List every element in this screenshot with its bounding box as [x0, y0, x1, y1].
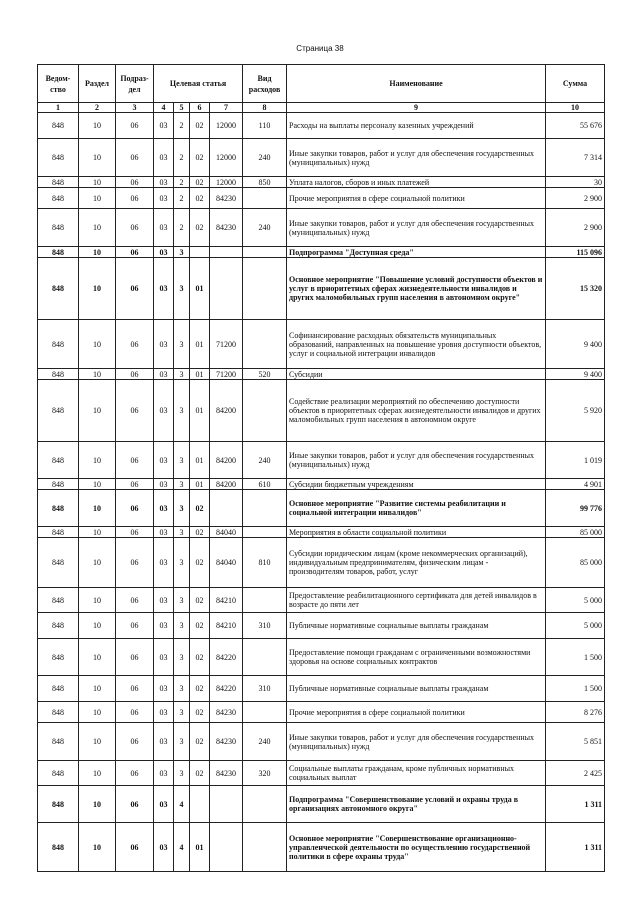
column-number: 3 — [116, 103, 154, 113]
cell-target-program: 03 — [154, 723, 174, 761]
cell-target-subprogram: 3 — [174, 538, 190, 588]
table-row — [38, 676, 605, 702]
cell-podrazdel: 06 — [116, 380, 154, 442]
cell-target-event: 02 — [190, 588, 210, 613]
table-row — [38, 490, 605, 527]
cell-ved: 848 — [38, 723, 79, 761]
cell-podrazdel: 06 — [116, 177, 154, 188]
column-number: 10 — [546, 103, 605, 113]
cell-name: Иные закупки товаров, работ и услуг для обеспечения государственных (муниципальных) нужд — [287, 209, 546, 247]
cell-ved: 848 — [38, 113, 79, 139]
cell-sum: 2 900 — [546, 188, 605, 209]
cell-target-program: 03 — [154, 639, 174, 676]
cell-razdel: 10 — [79, 823, 116, 872]
cell-razdel: 10 — [79, 442, 116, 479]
table-row — [38, 527, 605, 538]
cell-target-subprogram: 3 — [174, 702, 190, 723]
cell-target-subprogram: 3 — [174, 479, 190, 490]
cell-target-direction — [210, 786, 243, 823]
cell-sum: 4 901 — [546, 479, 605, 490]
cell-razdel: 10 — [79, 639, 116, 676]
cell-target-program: 03 — [154, 380, 174, 442]
cell-vid — [243, 258, 287, 320]
cell-razdel: 10 — [79, 320, 116, 369]
cell-sum: 2 900 — [546, 209, 605, 247]
cell-target-subprogram: 3 — [174, 527, 190, 538]
cell-target-program: 03 — [154, 823, 174, 872]
cell-vid — [243, 527, 287, 538]
cell-target-program: 03 — [154, 139, 174, 177]
header-name: Наименование — [287, 65, 546, 103]
cell-ved: 848 — [38, 613, 79, 639]
cell-target-subprogram: 3 — [174, 320, 190, 369]
cell-ved: 848 — [38, 786, 79, 823]
cell-target-direction: 84230 — [210, 761, 243, 786]
cell-target-program: 03 — [154, 490, 174, 527]
cell-podrazdel: 06 — [116, 823, 154, 872]
cell-razdel: 10 — [79, 702, 116, 723]
cell-podrazdel: 06 — [116, 538, 154, 588]
cell-target-subprogram: 3 — [174, 676, 190, 702]
cell-ved: 848 — [38, 188, 79, 209]
cell-target-subprogram: 3 — [174, 639, 190, 676]
cell-vid: 320 — [243, 761, 287, 786]
cell-ved: 848 — [38, 676, 79, 702]
cell-sum: 85 000 — [546, 538, 605, 588]
table-row — [38, 823, 605, 872]
cell-target-direction: 84200 — [210, 479, 243, 490]
cell-sum: 1 500 — [546, 639, 605, 676]
cell-podrazdel: 06 — [116, 786, 154, 823]
cell-target-direction: 12000 — [210, 113, 243, 139]
cell-vid: 110 — [243, 113, 287, 139]
cell-ved: 848 — [38, 702, 79, 723]
cell-target-direction: 71200 — [210, 320, 243, 369]
cell-target-event: 01 — [190, 369, 210, 380]
table-row — [38, 139, 605, 177]
column-number: 2 — [79, 103, 116, 113]
table-row — [38, 380, 605, 442]
cell-razdel: 10 — [79, 380, 116, 442]
cell-target-direction — [210, 823, 243, 872]
cell-target-event: 01 — [190, 442, 210, 479]
cell-name: Уплата налогов, сборов и иных платежей — [287, 177, 546, 188]
cell-target-event: 02 — [190, 139, 210, 177]
cell-podrazdel: 06 — [116, 247, 154, 258]
cell-vid — [243, 490, 287, 527]
cell-target-program: 03 — [154, 320, 174, 369]
cell-razdel: 10 — [79, 177, 116, 188]
cell-target-direction: 84220 — [210, 639, 243, 676]
cell-name: Основное мероприятие "Развитие системы реабилитации и социальной интеграции инвалидов" — [287, 490, 546, 527]
cell-target-subprogram: 3 — [174, 588, 190, 613]
cell-podrazdel: 06 — [116, 113, 154, 139]
cell-podrazdel: 06 — [116, 588, 154, 613]
cell-vid — [243, 588, 287, 613]
cell-target-direction — [210, 247, 243, 258]
cell-sum: 115 096 — [546, 247, 605, 258]
page-number-label: Страница 38 — [296, 44, 344, 53]
cell-target-subprogram: 3 — [174, 613, 190, 639]
cell-name: Субсидии юридическим лицам (кроме некоммерческих организаций), индивидуальным предпринимателям, физическим лицам - производителям товаров, работ, услуг — [287, 538, 546, 588]
cell-vid: 610 — [243, 479, 287, 490]
cell-sum: 5 920 — [546, 380, 605, 442]
cell-name: Публичные нормативные социальные выплаты гражданам — [287, 676, 546, 702]
cell-target-program: 03 — [154, 247, 174, 258]
budget-rows — [38, 113, 605, 872]
cell-name: Содействие реализации мероприятий по обеспечению доступности объектов в приоритетных сферах жизнедеятельности инвалидов и других маломобильных групп населения в автономном округе — [287, 380, 546, 442]
cell-podrazdel: 06 — [116, 442, 154, 479]
cell-target-direction: 84210 — [210, 588, 243, 613]
table-row — [38, 188, 605, 209]
table-row — [38, 209, 605, 247]
cell-target-direction — [210, 258, 243, 320]
cell-razdel: 10 — [79, 209, 116, 247]
cell-target-subprogram: 3 — [174, 369, 190, 380]
cell-target-subprogram: 4 — [174, 786, 190, 823]
cell-target-event: 01 — [190, 479, 210, 490]
cell-target-subprogram: 3 — [174, 442, 190, 479]
cell-target-subprogram: 2 — [174, 177, 190, 188]
cell-name: Подпрограмма "Совершенствование условий и охраны труда в организациях автономного округа" — [287, 786, 546, 823]
cell-podrazdel: 06 — [116, 188, 154, 209]
cell-podrazdel: 06 — [116, 258, 154, 320]
cell-target-program: 03 — [154, 527, 174, 538]
cell-target-event: 02 — [190, 209, 210, 247]
header-razdel: Раздел — [79, 65, 116, 103]
cell-razdel: 10 — [79, 676, 116, 702]
cell-name: Мероприятия в области социальной политики — [287, 527, 546, 538]
cell-razdel: 10 — [79, 258, 116, 320]
cell-target-event: 02 — [190, 723, 210, 761]
cell-target-program: 03 — [154, 258, 174, 320]
cell-target-event: 01 — [190, 320, 210, 369]
cell-vid — [243, 786, 287, 823]
cell-razdel: 10 — [79, 538, 116, 588]
cell-podrazdel: 06 — [116, 490, 154, 527]
cell-sum: 1 019 — [546, 442, 605, 479]
cell-sum: 1 311 — [546, 823, 605, 872]
cell-razdel: 10 — [79, 613, 116, 639]
cell-razdel: 10 — [79, 723, 116, 761]
cell-target-subprogram: 3 — [174, 761, 190, 786]
cell-ved: 848 — [38, 479, 79, 490]
cell-target-direction: 84220 — [210, 676, 243, 702]
cell-target-program: 03 — [154, 588, 174, 613]
cell-target-direction: 84040 — [210, 527, 243, 538]
cell-target-event: 02 — [190, 761, 210, 786]
cell-target-direction: 84040 — [210, 538, 243, 588]
column-number: 1 — [38, 103, 79, 113]
cell-podrazdel: 06 — [116, 761, 154, 786]
cell-target-event: 02 — [190, 490, 210, 527]
cell-target-program: 03 — [154, 113, 174, 139]
cell-sum: 2 425 — [546, 761, 605, 786]
cell-podrazdel: 06 — [116, 209, 154, 247]
cell-vid: 240 — [243, 139, 287, 177]
cell-target-event: 02 — [190, 188, 210, 209]
cell-target-subprogram: 4 — [174, 823, 190, 872]
cell-target-subprogram: 2 — [174, 139, 190, 177]
cell-razdel: 10 — [79, 490, 116, 527]
cell-target-program: 03 — [154, 702, 174, 723]
cell-target-program: 03 — [154, 538, 174, 588]
cell-podrazdel: 06 — [116, 139, 154, 177]
cell-target-event: 02 — [190, 702, 210, 723]
cell-target-direction: 84200 — [210, 380, 243, 442]
cell-vid: 240 — [243, 442, 287, 479]
cell-sum: 7 314 — [546, 139, 605, 177]
cell-target-event: 02 — [190, 538, 210, 588]
cell-target-direction — [210, 490, 243, 527]
cell-target-program: 03 — [154, 209, 174, 247]
cell-sum: 5 000 — [546, 588, 605, 613]
cell-target-direction: 84230 — [210, 723, 243, 761]
cell-ved: 848 — [38, 527, 79, 538]
cell-vid: 310 — [243, 613, 287, 639]
cell-sum: 9 400 — [546, 320, 605, 369]
cell-ved: 848 — [38, 209, 79, 247]
cell-target-event: 01 — [190, 380, 210, 442]
cell-name: Иные закупки товаров, работ и услуг для обеспечения государственных (муниципальных) нужд — [287, 139, 546, 177]
column-number: 4 — [154, 103, 174, 113]
header-row — [38, 65, 605, 103]
table-row — [38, 761, 605, 786]
cell-name: Субсидии — [287, 369, 546, 380]
cell-vid — [243, 702, 287, 723]
cell-vid: 240 — [243, 209, 287, 247]
cell-target-direction: 84230 — [210, 209, 243, 247]
cell-vid: 810 — [243, 538, 287, 588]
cell-target-program: 03 — [154, 188, 174, 209]
cell-target-program: 03 — [154, 442, 174, 479]
cell-podrazdel: 06 — [116, 479, 154, 490]
header-podrazdel: Подраз-дел — [116, 65, 154, 103]
cell-ved: 848 — [38, 258, 79, 320]
cell-target-event: 01 — [190, 823, 210, 872]
table-row — [38, 588, 605, 613]
cell-sum: 5 851 — [546, 723, 605, 761]
cell-name: Социальные выплаты гражданам, кроме публичных нормативных социальных выплат — [287, 761, 546, 786]
cell-sum: 8 276 — [546, 702, 605, 723]
cell-target-subprogram: 3 — [174, 723, 190, 761]
table-row — [38, 786, 605, 823]
cell-sum: 5 000 — [546, 613, 605, 639]
table-row — [38, 639, 605, 676]
cell-name: Субсидии бюджетным учреждениям — [287, 479, 546, 490]
cell-target-subprogram: 3 — [174, 490, 190, 527]
cell-name: Софинансирование расходных обязательств муниципальных образований, направленных на повышение уровня доступности объектов, услуг и социальной интеграции инвалидов — [287, 320, 546, 369]
cell-vid: 850 — [243, 177, 287, 188]
cell-target-program: 03 — [154, 479, 174, 490]
cell-podrazdel: 06 — [116, 527, 154, 538]
cell-sum: 1 311 — [546, 786, 605, 823]
cell-podrazdel: 06 — [116, 320, 154, 369]
cell-podrazdel: 06 — [116, 702, 154, 723]
cell-name: Предоставление помощи гражданам с ограниченными возможностями здоровья на основе социальных контрактов — [287, 639, 546, 676]
cell-ved: 848 — [38, 177, 79, 188]
table-row — [38, 702, 605, 723]
table-row — [38, 613, 605, 639]
cell-razdel: 10 — [79, 113, 116, 139]
cell-podrazdel: 06 — [116, 676, 154, 702]
cell-razdel: 10 — [79, 247, 116, 258]
cell-target-program: 03 — [154, 369, 174, 380]
cell-target-event — [190, 247, 210, 258]
cell-target-event: 02 — [190, 639, 210, 676]
cell-razdel: 10 — [79, 479, 116, 490]
table-row — [38, 442, 605, 479]
cell-target-program: 03 — [154, 761, 174, 786]
table-row — [38, 113, 605, 139]
table-row — [38, 177, 605, 188]
cell-vid: 310 — [243, 676, 287, 702]
table-row — [38, 723, 605, 761]
cell-sum: 15 320 — [546, 258, 605, 320]
cell-vid — [243, 320, 287, 369]
cell-sum: 55 676 — [546, 113, 605, 139]
cell-target-event: 02 — [190, 113, 210, 139]
cell-name: Публичные нормативные социальные выплаты гражданам — [287, 613, 546, 639]
cell-name: Основное мероприятие "Совершенствование организационно-управленческой деятельности по осуществлению государственной политики в сфере охраны труда" — [287, 823, 546, 872]
header-target-article: Целевая статья — [154, 65, 243, 103]
column-number: 6 — [190, 103, 210, 113]
cell-ved: 848 — [38, 639, 79, 676]
cell-target-subprogram: 3 — [174, 247, 190, 258]
cell-target-event — [190, 786, 210, 823]
cell-razdel: 10 — [79, 139, 116, 177]
table-row — [38, 320, 605, 369]
cell-sum: 1 500 — [546, 676, 605, 702]
cell-name: Подпрограмма "Доступная среда" — [287, 247, 546, 258]
cell-sum: 85 000 — [546, 527, 605, 538]
cell-ved: 848 — [38, 588, 79, 613]
cell-target-direction: 84230 — [210, 702, 243, 723]
table-row — [38, 479, 605, 490]
cell-ved: 848 — [38, 761, 79, 786]
cell-target-event: 02 — [190, 613, 210, 639]
cell-target-direction: 84200 — [210, 442, 243, 479]
cell-sum: 9 400 — [546, 369, 605, 380]
cell-target-subprogram: 2 — [174, 188, 190, 209]
cell-sum: 99 776 — [546, 490, 605, 527]
cell-target-program: 03 — [154, 177, 174, 188]
cell-vid: 240 — [243, 723, 287, 761]
cell-ved: 848 — [38, 247, 79, 258]
cell-name: Предоставление реабилитационного сертификата для детей инвалидов в возрасте до пяти лет — [287, 588, 546, 613]
cell-target-direction: 12000 — [210, 139, 243, 177]
cell-vid — [243, 380, 287, 442]
table-row — [38, 247, 605, 258]
cell-ved: 848 — [38, 823, 79, 872]
cell-ved: 848 — [38, 538, 79, 588]
cell-target-direction: 84210 — [210, 613, 243, 639]
table-row — [38, 369, 605, 380]
column-number: 7 — [210, 103, 243, 113]
cell-name: Иные закупки товаров, работ и услуг для обеспечения государственных (муниципальных) нужд — [287, 723, 546, 761]
cell-target-direction: 12000 — [210, 177, 243, 188]
cell-target-event: 02 — [190, 527, 210, 538]
table-row — [38, 538, 605, 588]
cell-razdel: 10 — [79, 188, 116, 209]
cell-target-subprogram: 3 — [174, 258, 190, 320]
cell-target-event: 01 — [190, 258, 210, 320]
cell-target-subprogram: 2 — [174, 209, 190, 247]
cell-name: Прочие мероприятия в сфере социальной политики — [287, 188, 546, 209]
cell-podrazdel: 06 — [116, 723, 154, 761]
cell-target-subprogram: 3 — [174, 380, 190, 442]
cell-name: Прочие мероприятия в сфере социальной политики — [287, 702, 546, 723]
cell-vid — [243, 247, 287, 258]
cell-vid: 520 — [243, 369, 287, 380]
cell-target-event: 02 — [190, 676, 210, 702]
cell-target-program: 03 — [154, 613, 174, 639]
column-number: 9 — [287, 103, 546, 113]
cell-ved: 848 — [38, 490, 79, 527]
header-sum: Сумма — [546, 65, 605, 103]
cell-razdel: 10 — [79, 527, 116, 538]
column-number: 5 — [174, 103, 190, 113]
cell-vid — [243, 639, 287, 676]
cell-vid — [243, 823, 287, 872]
cell-ved: 848 — [38, 139, 79, 177]
column-number: 8 — [243, 103, 287, 113]
cell-ved: 848 — [38, 320, 79, 369]
header-ved: Ведом-ство — [38, 65, 79, 103]
cell-name: Основное мероприятие "Повышение условий доступности объектов и услуг в приоритетных сферах жизнедеятельности инвалидов и других маломобильных групп населения в автономном округе" — [287, 258, 546, 320]
cell-podrazdel: 06 — [116, 613, 154, 639]
cell-target-direction: 84230 — [210, 188, 243, 209]
cell-razdel: 10 — [79, 369, 116, 380]
budget-table — [37, 64, 605, 872]
cell-sum: 30 — [546, 177, 605, 188]
cell-target-direction: 71200 — [210, 369, 243, 380]
table-row — [38, 258, 605, 320]
header-vid: Вид расходов — [243, 65, 287, 103]
column-number-row — [38, 103, 605, 113]
cell-name: Расходы на выплаты персоналу казенных учреждений — [287, 113, 546, 139]
cell-razdel: 10 — [79, 588, 116, 613]
cell-podrazdel: 06 — [116, 639, 154, 676]
cell-name: Иные закупки товаров, работ и услуг для обеспечения государственных (муниципальных) нужд — [287, 442, 546, 479]
cell-podrazdel: 06 — [116, 369, 154, 380]
cell-ved: 848 — [38, 369, 79, 380]
cell-ved: 848 — [38, 442, 79, 479]
cell-target-program: 03 — [154, 786, 174, 823]
cell-target-program: 03 — [154, 676, 174, 702]
cell-vid — [243, 188, 287, 209]
cell-target-subprogram: 2 — [174, 113, 190, 139]
cell-target-event: 02 — [190, 177, 210, 188]
cell-razdel: 10 — [79, 786, 116, 823]
cell-razdel: 10 — [79, 761, 116, 786]
cell-ved: 848 — [38, 380, 79, 442]
